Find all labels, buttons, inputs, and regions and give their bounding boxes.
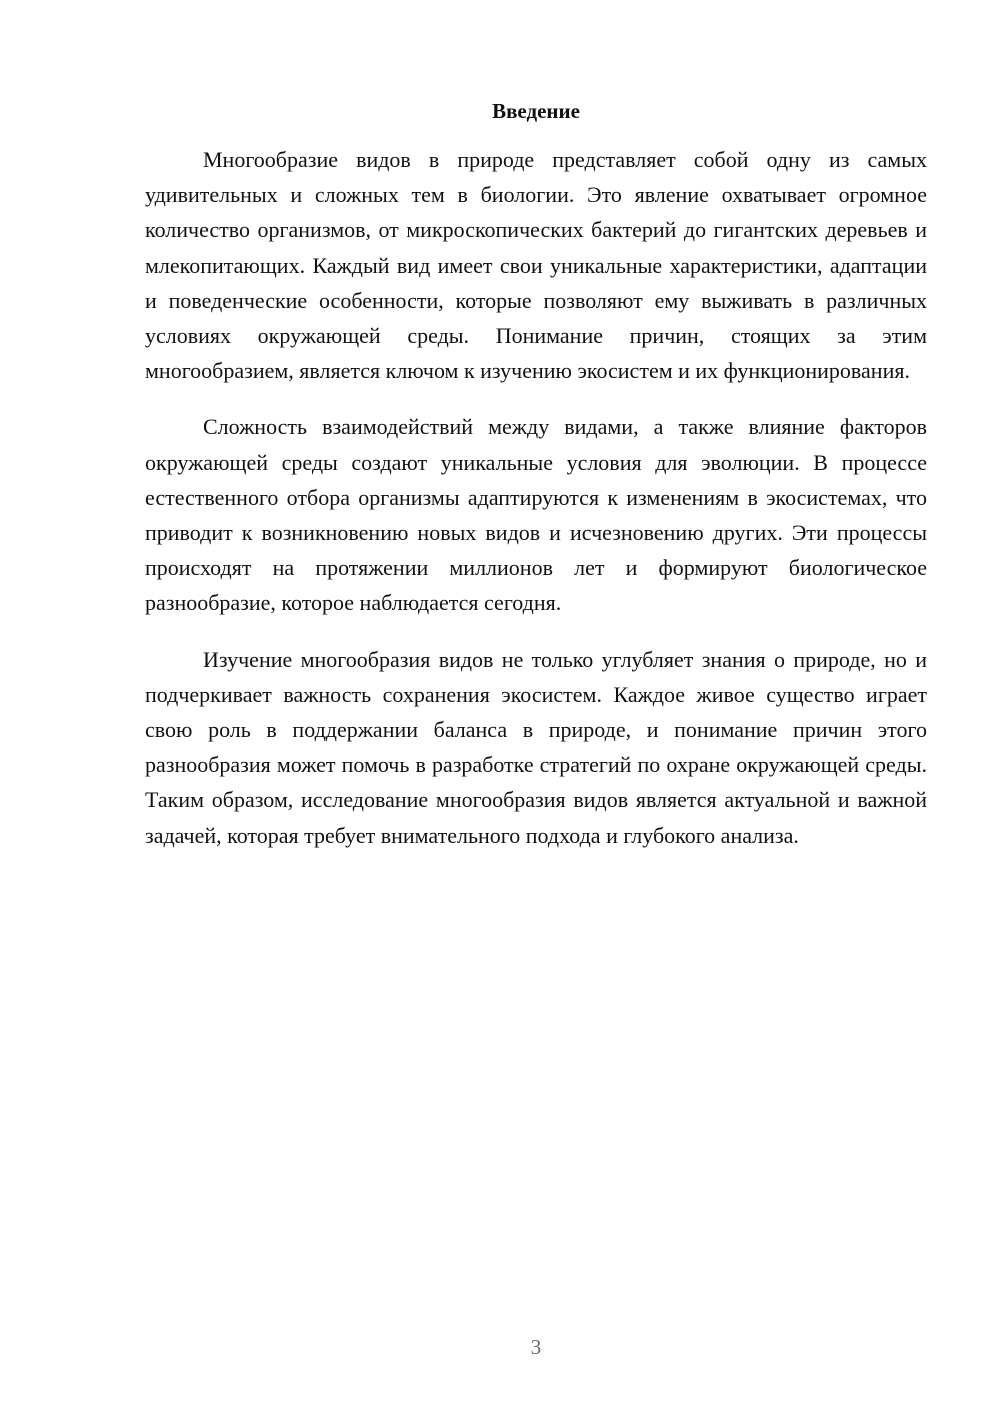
paragraph-1: Многообразие видов в природе представляет собой одну из самых удивительных и сложных тем в биологии. Это явление охватывает огромное количество организмов, от микроскопических бактерий до гигантских деревьев и млекопитающих. Каждый вид имеет свои уникальные характеристики, адаптации и поведенческие особенности, которые позволяют ему выживать в различных условиях окружающей среды. Понимание причин, стоящих за этим многообразием, является ключом к изучению экосистем и их функционирования. [145,147,927,384]
section-heading: Введение [492,99,580,123]
paragraph-2: Сложность взаимодействий между видами, а также влияние факторов окружающей среды создают уникальные условия для эволюции. В процессе естественного отбора организмы адаптируются к изменениям в экосистемах, что приводит к возникновению новых видов и исчезновению других. Эти процессы происходят на протяжении миллионов лет и формируют биологическое разнообразие, которое наблюдается сегодня. [145,414,927,616]
page-number: 3 [530,1335,542,1359]
paragraph-3: Изучение многообразия видов не только углубляет знания о природе, но и подчеркивает важность сохранения экосистем. Каждое живое существо играет свою роль в поддержании баланса в природе, и понимание причин этого разнообразия может помочь в разработке стратегий по охране окружающей среды. Таким образом, исследование многообразия видов является актуальной и важной задачей, которая требует внимательного подхода и глубокого анализа. [145,646,927,848]
section-body [145,142,927,874]
